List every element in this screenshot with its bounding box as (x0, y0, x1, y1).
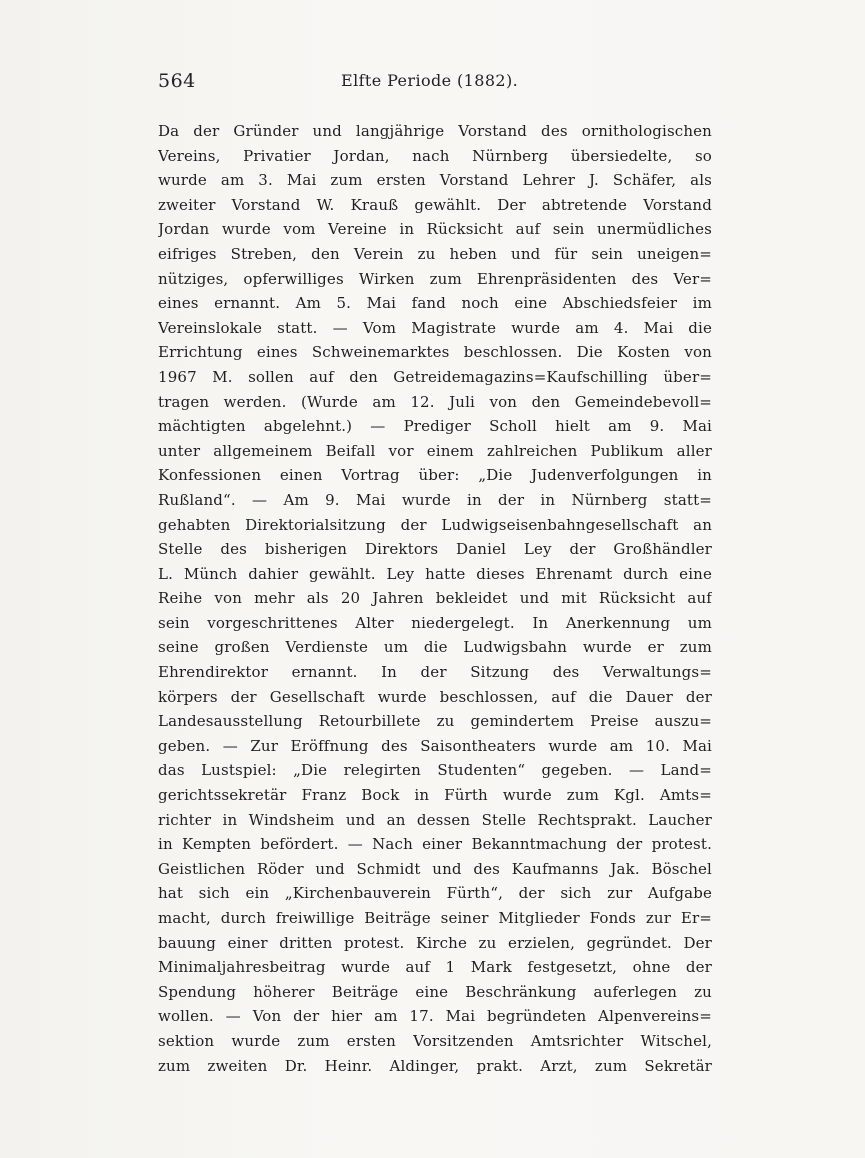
text-line: Konfessionen einen Vortrag über: „Die Judenverfolgungen in (158, 466, 712, 485)
text-line: sektion wurde zum ersten Vorsitzenden Amtsrichter Witschel, (158, 1031, 712, 1050)
text-line: Da der Gründer und langjährige Vorstand des ornithologischen (158, 122, 712, 140)
running-title: Elfte Periode (1882). (341, 71, 519, 90)
text-line: eifriges Streben, den Verein zu heben und für sein uneigen= (158, 244, 712, 263)
text-line: mächtigten abgelehnt.) — Prediger Scholl hielt am 9. Mai (158, 417, 712, 436)
page-header (158, 70, 712, 100)
page-number: 564 (158, 70, 196, 92)
text-line: richter in Windsheim und an dessen Stelle Rechtsprakt. Laucher (158, 810, 712, 829)
text-line: Ehrendirektor ernannt. In der Sitzung des Verwaltungs= (158, 663, 712, 682)
text-line: Rußland“. — Am 9. Mai wurde in der in Nürnberg statt= (158, 490, 712, 509)
text-line: Stelle des bisherigen Direktors Daniel Ley der Großhändler (158, 540, 712, 559)
text-line: in Kempten befördert. — Nach einer Bekanntmachung der protest. (158, 835, 712, 854)
text-line: seine großen Verdienste um die Ludwigsbahn wurde er zum (158, 638, 712, 657)
text-line: 1967 M. sollen auf den Getreidemagazins=Kaufschilling über= (158, 367, 712, 386)
text-line: sein vorgeschrittenes Alter niedergelegt. In Anerkennung um (158, 613, 712, 632)
text-line: Spendung höherer Beiträge eine Beschränkung auferlegen zu (158, 982, 712, 1001)
text-line: macht, durch freiwillige Beiträge seiner Mitglieder Fonds zur Er= (158, 909, 712, 927)
text-line: Minimaljahresbeitrag wurde auf 1 Mark festgesetzt, ohne der (158, 958, 712, 977)
text-line: bauung einer dritten protest. Kirche zu erzielen, gegründet. Der (158, 933, 712, 952)
text-line: Reihe von mehr als 20 Jahren bekleidet und mit Rücksicht auf (158, 589, 712, 608)
text-line: unter allgemeinem Beifall vor einem zahlreichen Publikum aller (158, 441, 712, 460)
text-line: körpers der Gesellschaft wurde beschlossen, auf die Dauer der (158, 687, 712, 706)
text-line: gerichtssekretär Franz Bock in Fürth wurde zum Kgl. Amts= (158, 786, 712, 805)
body-text (158, 119, 712, 1078)
text-line: Geistlichen Röder und Schmidt und des Kaufmanns Jak. Böschel (158, 859, 712, 878)
text-line: L. Münch dahier gewählt. Ley hatte dieses Ehrenamt durch eine (158, 564, 712, 583)
text-line: zweiter Vorstand W. Krauß gewählt. Der abtretende Vorstand (158, 195, 712, 214)
text-line: das Lustspiel: „Die relegirten Studenten“ gegeben. — Land= (158, 761, 712, 780)
text-line: nütziges, opferwilliges Wirken zum Ehrenpräsidenten des Ver= (158, 269, 712, 288)
text-line: hat sich ein „Kirchenbauverein Fürth“, der sich zur Aufgabe (158, 884, 712, 903)
text-line: Landesausstellung Retourbillete zu gemindertem Preise auszu= (158, 712, 712, 731)
text-line: tragen werden. (Wurde am 12. Juli von den Gemeindebevoll= (158, 392, 712, 411)
text-line: wollen. — Von der hier am 17. Mai begründeten Alpenvereins= (158, 1007, 712, 1026)
text-line: geben. — Zur Eröffnung des Saisontheaters wurde am 10. Mai (158, 736, 712, 755)
text-line: eines ernannt. Am 5. Mai fand noch eine Abschiedsfeier im (158, 294, 712, 313)
text-line: Vereinslokale statt. — Vom Magistrate wurde am 4. Mai die (158, 318, 712, 337)
text-line: wurde am 3. Mai zum ersten Vorstand Lehrer J. Schäfer, als (158, 171, 712, 190)
text-line: zum zweiten Dr. Heinr. Aldinger, prakt. Arzt, zum Sekretär (158, 1056, 712, 1075)
text-line: Jordan wurde vom Vereine in Rücksicht auf sein unermüdliches (158, 220, 712, 239)
text-line: gehabten Direktorialsitzung der Ludwigseisenbahngesellschaft an (158, 515, 712, 534)
text-line: Vereins, Privatier Jordan, nach Nürnberg übersiedelte, so (158, 146, 712, 165)
text-line: Errichtung eines Schweinemarktes beschlossen. Die Kosten von (158, 343, 712, 362)
